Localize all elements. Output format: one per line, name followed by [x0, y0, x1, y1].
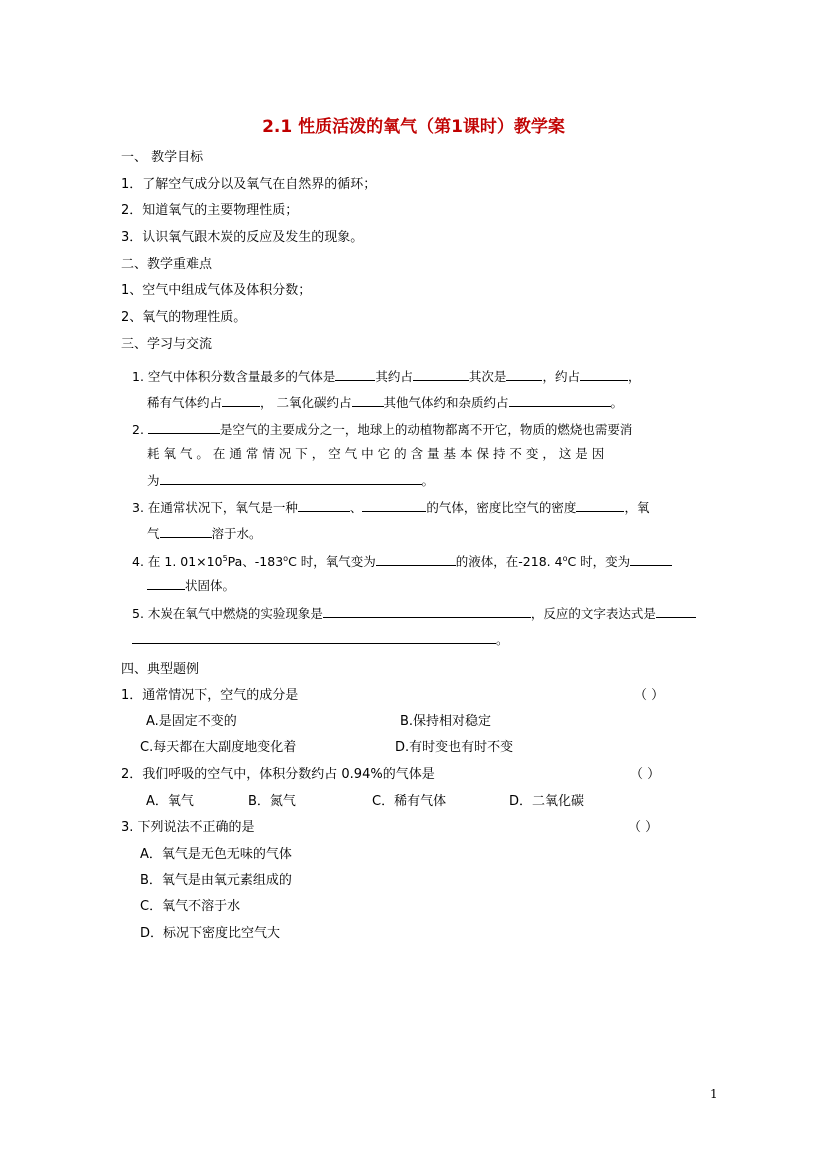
study-question-2-line2: 耗 氧 气 。 在 通 常 情 况 下 ， 空 气 中 它 的 含 量 基 本 保 持 不 变 ， 这 是 因 [147, 446, 605, 461]
blank [335, 366, 375, 381]
objective-item: 3．认识氧气跟木炭的反应及发生的现象。 [121, 230, 364, 245]
page-number: 1 [710, 1087, 718, 1101]
document-title: 2.1 性质活泼的氧气（第1课时）教学案 [262, 117, 565, 137]
blank [160, 470, 422, 485]
blank [147, 575, 185, 590]
study-question-2-line3: 为 。 [147, 470, 434, 491]
example-question-1-stem: 1．通常情况下，空气的成分是 [121, 688, 299, 703]
blank [222, 392, 260, 407]
example-question-2-stem: 2．我们呼吸的空气中，体积分数约占 0.94%的气体是 [121, 767, 435, 782]
blank [413, 366, 469, 381]
blank [576, 497, 624, 512]
option-c: C.每天都在大副度地变化着 [140, 740, 297, 755]
blank [160, 523, 212, 538]
blank [352, 392, 384, 407]
option-d: D．二氧化碳 [509, 794, 585, 809]
option-a: A.是固定不变的 [146, 714, 237, 729]
section-heading-study: 三、学习与交流 [121, 337, 213, 352]
section-heading-examples: 四、典型题例 [121, 662, 200, 677]
answer-paren: （ ） [628, 820, 659, 835]
study-question-4-line1: 4. 在 1. $01\times 10^5Pa$、-183$^o$C 时，氧气变为 的液体，在-218. 4$^o$C 时，变为 [132, 549, 672, 572]
objective-item: 2．知道氧气的主要物理性质； [121, 203, 299, 218]
study-question-5-line2: 。 [132, 629, 509, 650]
answer-paren: （ ） [630, 767, 661, 782]
study-question-1-line2: 稀有气体约占 ， 二氧化碳约占 其他气体约和杂质约占 。 [147, 392, 623, 413]
blank [509, 392, 611, 407]
option-c: C．氧气不溶于水 [140, 899, 241, 914]
option-a: A．氧气是无色无味的气体 [140, 847, 292, 862]
example-question-3-stem: 3. 下列说法不正确的是 [121, 820, 255, 835]
study-question-3-line2: 气 溶于水。 [147, 523, 262, 544]
blank [580, 366, 628, 381]
option-d: D.有时变也有时不变 [395, 740, 514, 755]
key-point-item: 2、氧气的物理性质。 [121, 310, 247, 325]
blank [132, 629, 496, 644]
blank [506, 366, 542, 381]
blank [656, 603, 696, 618]
study-question-3-line1: 3. 在通常状况下，氧气是一种 、 的气体，密度比空气的密度 ，氧 [132, 497, 649, 518]
study-question-4-line2: 状固体。 [147, 575, 235, 596]
option-d: D．标况下密度比空气大 [140, 926, 281, 941]
option-b: B.保持相对稳定 [400, 714, 492, 729]
study-question-5-line1: 5. 木炭在氧气中燃烧的实验现象是 ，反应的文字表达式是 [132, 603, 696, 624]
option-c: C．稀有气体 [372, 794, 447, 809]
option-b: B．氧气是由氧元素组成的 [140, 873, 292, 888]
section-heading-objectives: 一、 教学目标 [121, 150, 204, 165]
study-question-1-line1: 1. 空气中体积分数含量最多的气体是 其约占 其次是 ，约占 ， [132, 366, 640, 387]
option-a: A．氧气 [146, 794, 194, 809]
blank [298, 497, 350, 512]
blank [362, 497, 426, 512]
blank [148, 419, 220, 434]
answer-paren: （ ） [634, 688, 665, 703]
study-question-2-line1: 2. 是空气的主要成分之一，地球上的动植物都离不开它，物质的燃烧也需要消 [132, 419, 632, 440]
key-point-item: 1、空气中组成气体及体积分数； [121, 283, 312, 298]
blank [376, 551, 456, 566]
option-b: B．氮气 [248, 794, 296, 809]
blank [630, 551, 672, 566]
section-heading-key-points: 二、教学重难点 [121, 257, 213, 272]
objective-item: 1．了解空气成分以及氧气在自然界的循环； [121, 177, 377, 192]
blank [323, 603, 531, 618]
